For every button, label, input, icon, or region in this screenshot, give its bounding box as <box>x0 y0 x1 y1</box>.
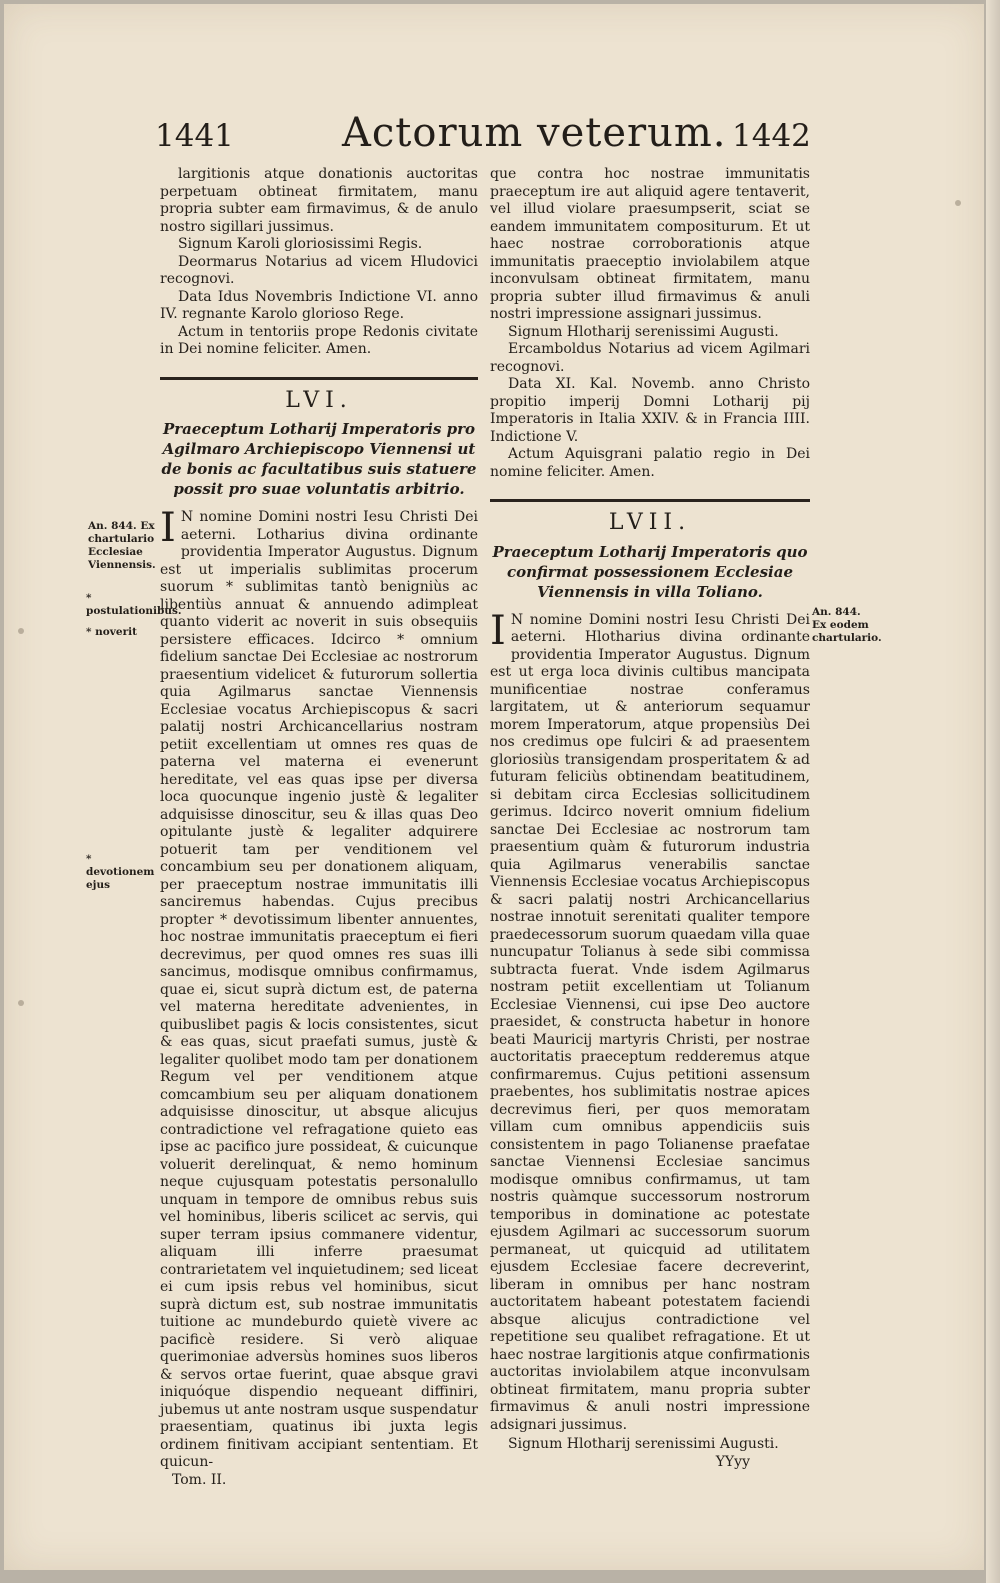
left-opening-1: largitionis atque donationis auctoritas perpetuam obtineat firmitatem, manu propria subter eam firmavimus, & de anulo nostro sigillari jussimus. <box>160 166 478 235</box>
charter-heading: Praeceptum Lotharij Imperatoris quo confirmat possessionem Ecclesiae Viennensis in villa Toliano. <box>492 542 808 601</box>
section-rule <box>490 499 810 502</box>
right-opening-1: que contra hoc nostrae immunitatis praeceptum ire aut aliquid agere tentaverit, vel illud violare praesumpserit, sciat se eandem immunitatem compositurum. Et ut haec nostrae corroborationis atque immunitatis praeceptio inviolabilem atque inconvulsam obtineat firmitatem, manu propria subter illud firmavimus & anuli nostri impressione assignari jussimus. <box>490 166 810 322</box>
left-column <box>160 166 478 1489</box>
charter-number: LVI. <box>285 387 353 413</box>
paper-spot <box>18 1000 24 1006</box>
margin-note-source-left: An. 844. Ex chartulario Ecclesiae Viennensis. <box>88 520 156 571</box>
right-column <box>490 166 810 1471</box>
left-opening-5: Actum in tentoriis prope Redonis civitate in Dei nomine feliciter. Amen. <box>160 323 478 357</box>
charter-body-text: N nomine Domini nostri Iesu Christi Dei aeterni. Hlotharius divina ordinante providentia Imperator Augustus. Dignum est ut erga loca divinis cultibus mancipata munificentiae nostrae conferamus largitatem, ut & anteriorum sequamur morem Imperatorum, atque propensiùs Dei nos credimus ope fulciri & ad praesentem gloriosiùs transigendam prosperitatem & ad futuram feliciùs obtinendam beatitudinem, si debitam circa Ecclesias sollicitudinem gerimus. Idcirco noverit omnium fidelium sanctae Dei Ecclesiae ac nostrorum tam praesentium quàm & futurorum industria quia Agilmarus venerabilis sanctae Viennensis Ecclesiae vocatus Archiepiscopus & sacri palatij nostri Archicancellarius nostrae innotuit serenitati qualiter tempore praedecessorum suorum quaedam villa quae nuncupatur Tolianus à sede sibi commissa subtracta fuerat. Vnde isdem Agilmarus nostram petiit excellentiam ut Tolianum Ecclesiae Viennensi, cui ipse Deo auctore praesidet, & constructa habetur in honore beati Mauricij martyris Christi, per nostrae auctoritatis praeceptum redderemus atque confirmaremus. Cujus petitioni assensum praebentes, hos sublimitatis nostrae apices decrevimus fieri, per quos memoratam villam cum omnibus appendiciis suis consistentem in pago Tolianense praefatae sanctae Viennensi Ecclesiae sancimus modisque omnibus confirmamus, ut tam nostris quàmque successorum nostrorum temporibus in dominatione ac potestate ejusdem Agilmari ac successorum suorum permaneat, ut quicquid ad utilitatem ejusdem Ecclesiae facere decreverint, liberam in omnibus per hanc nostram auctoritatem habeant potestatem faciendi absque alicujus contradictione vel repetitione seu qualibet refragatione. Et ut haec nostrae largitionis atque confirmationis auctoritas inviolabilem atque inconvulsam obtineat firmitatem, manu propria subter firmavimus & anuli nostri impressione adsignari jussimus. <box>490 611 810 1433</box>
paper-spot <box>18 628 24 634</box>
running-head <box>0 110 1000 160</box>
charter-heading: Praeceptum Lotharij Imperatoris pro Agilmaro Archiepiscopo Viennensi ut de bonis ac facultatibus suis statuere possit pro suae voluntatis arbitrio. <box>161 420 477 498</box>
paper-spot <box>955 200 961 206</box>
margin-note-noverit: * noverit <box>86 626 137 638</box>
right-opening-3: Ercamboldus Notarius ad vicem Agilmari recognovi. <box>490 341 810 375</box>
running-title: Actorum veterum. <box>342 110 727 156</box>
right-opening-5: Actum Aquisgrani palatio regio in Dei nomine feliciter. Amen. <box>490 446 810 480</box>
section-rule <box>160 377 478 380</box>
charter-body <box>160 505 478 1472</box>
signature-mark: YYyy <box>715 1453 750 1470</box>
left-opening-2: Signum Karoli gloriosissimi Regis. <box>178 236 423 252</box>
drop-cap: I <box>160 505 176 551</box>
page-edge <box>986 0 1000 1583</box>
right-opening-2: Signum Hlotharij serenissimi Augusti. <box>508 323 779 340</box>
signoff-line <box>490 1436 810 1454</box>
charter-number: LVII. <box>608 510 692 535</box>
margin-note-source-right: An. 844. Ex eodem chartulario. <box>812 606 882 644</box>
charter-body-text: N nomine Domini nostri Iesu Christi Dei aeterni. Lotharius divina ordinante providentia Imperator Augustus. Dignum est ut imperialis sublimitas procerum suorum * sublimitas tantò benigniùs ac libentiùs annuat & annuendo adimpleat quanto viderit ac noverit in suis obsequiis persistere efficaces. Idcirco * omnium fidelium sanctae Dei Ecclesiae ac nostrorum praesentium videlicet & futurorum sollertia quia Agilmarus sanctae Viennensis Ecclesiae vocatus Archiepiscopus & sacri palatij nostri Archicancellarius nostram petiit excellentiam ut omnes res quas de paterna vel materna ei evenerunt hereditate, vel eas quas ipse per diversa loca quocunque ingenio justè & legaliter adquisisse dinoscitur, seu & illas quas Deo opitulante justè & legaliter adquirere potuerit tam per venditionem vel concambium seu per donationem aliquam, per praeceptum nostrae immunitatis illi sanciremus habendas. Cujus precibus propter * devotissimum libenter annuentes, hoc nostrae immunitatis praeceptum ei fieri decrevimus, per quod omnes res suas illi sancimus, modisque omnibus confirmamus, quae ei, sicut suprà dictum est, de paterna vel materna hereditate advenientes, in quibuslibet pagis & locis consistentes, sicut & eas quas, sicut praefati sumus, justè & legaliter quolibet modo tam per donationem Regum vel per venditionem atque comcambium seu per aliquam donationem adquisisse dinoscitur, ut absque alicujus contradictione vel refragatione quieto eas ipse ac pacifico jure possideat, & cuicunque voluerit derelinquat, & nemo hominum neque cujusquam potestatis personalullo unquam in tempore de omnibus rebus suis vel hominibus, liberis scilicet ac servis, qui super terram ipsius commanere videntur, aliquam illi inferre praesumat contrarietatem vel inquietudinem; sed liceat ei cum ipsis rebus vel hominibus, sicut suprà dictum est, sub nostrae immunitatis tuitione ac mundeburdo quietè vivere ac pacificè residere. Si verò aliquae querimoniae adversùs homines suos liberos & servos ortae fuerint, quae absque gravi iniquóque dispendio nequeant diffiniri, jubemus ut ante nostram usque suspendatur praesentiam, quatinus ibi juxta legis ordinem finitivam accipiant sententiam. Et quicun- <box>160 509 478 1470</box>
page-number-left: 1441 <box>155 118 234 154</box>
left-opening-4: Data Idus Novembris Indictione VI. anno IV. regnante Karolo glorioso Rege. <box>160 288 478 322</box>
volume-footer: Tom. II. <box>172 1471 227 1488</box>
page-number-right: 1442 <box>732 118 811 154</box>
margin-note-postulationibus: * postulationibus. <box>86 592 182 617</box>
left-opening-3: Deormarus Notarius ad vicem Hludovici recognovi. <box>160 253 478 287</box>
signature-row <box>490 1454 810 1472</box>
drop-cap: I <box>490 607 506 654</box>
charter-body <box>490 607 810 1435</box>
closing-signum: Signum Hlotharij serenissimi Augusti. <box>508 1436 779 1452</box>
margin-note-devotionem: * devotionem ejus <box>86 853 155 891</box>
right-opening-4: Data XI. Kal. Novemb. anno Christo propitio imperij Domni Lotharij pij Imperatoris in Italia XXIV. & in Francia IIII. Indictione V. <box>490 376 810 445</box>
